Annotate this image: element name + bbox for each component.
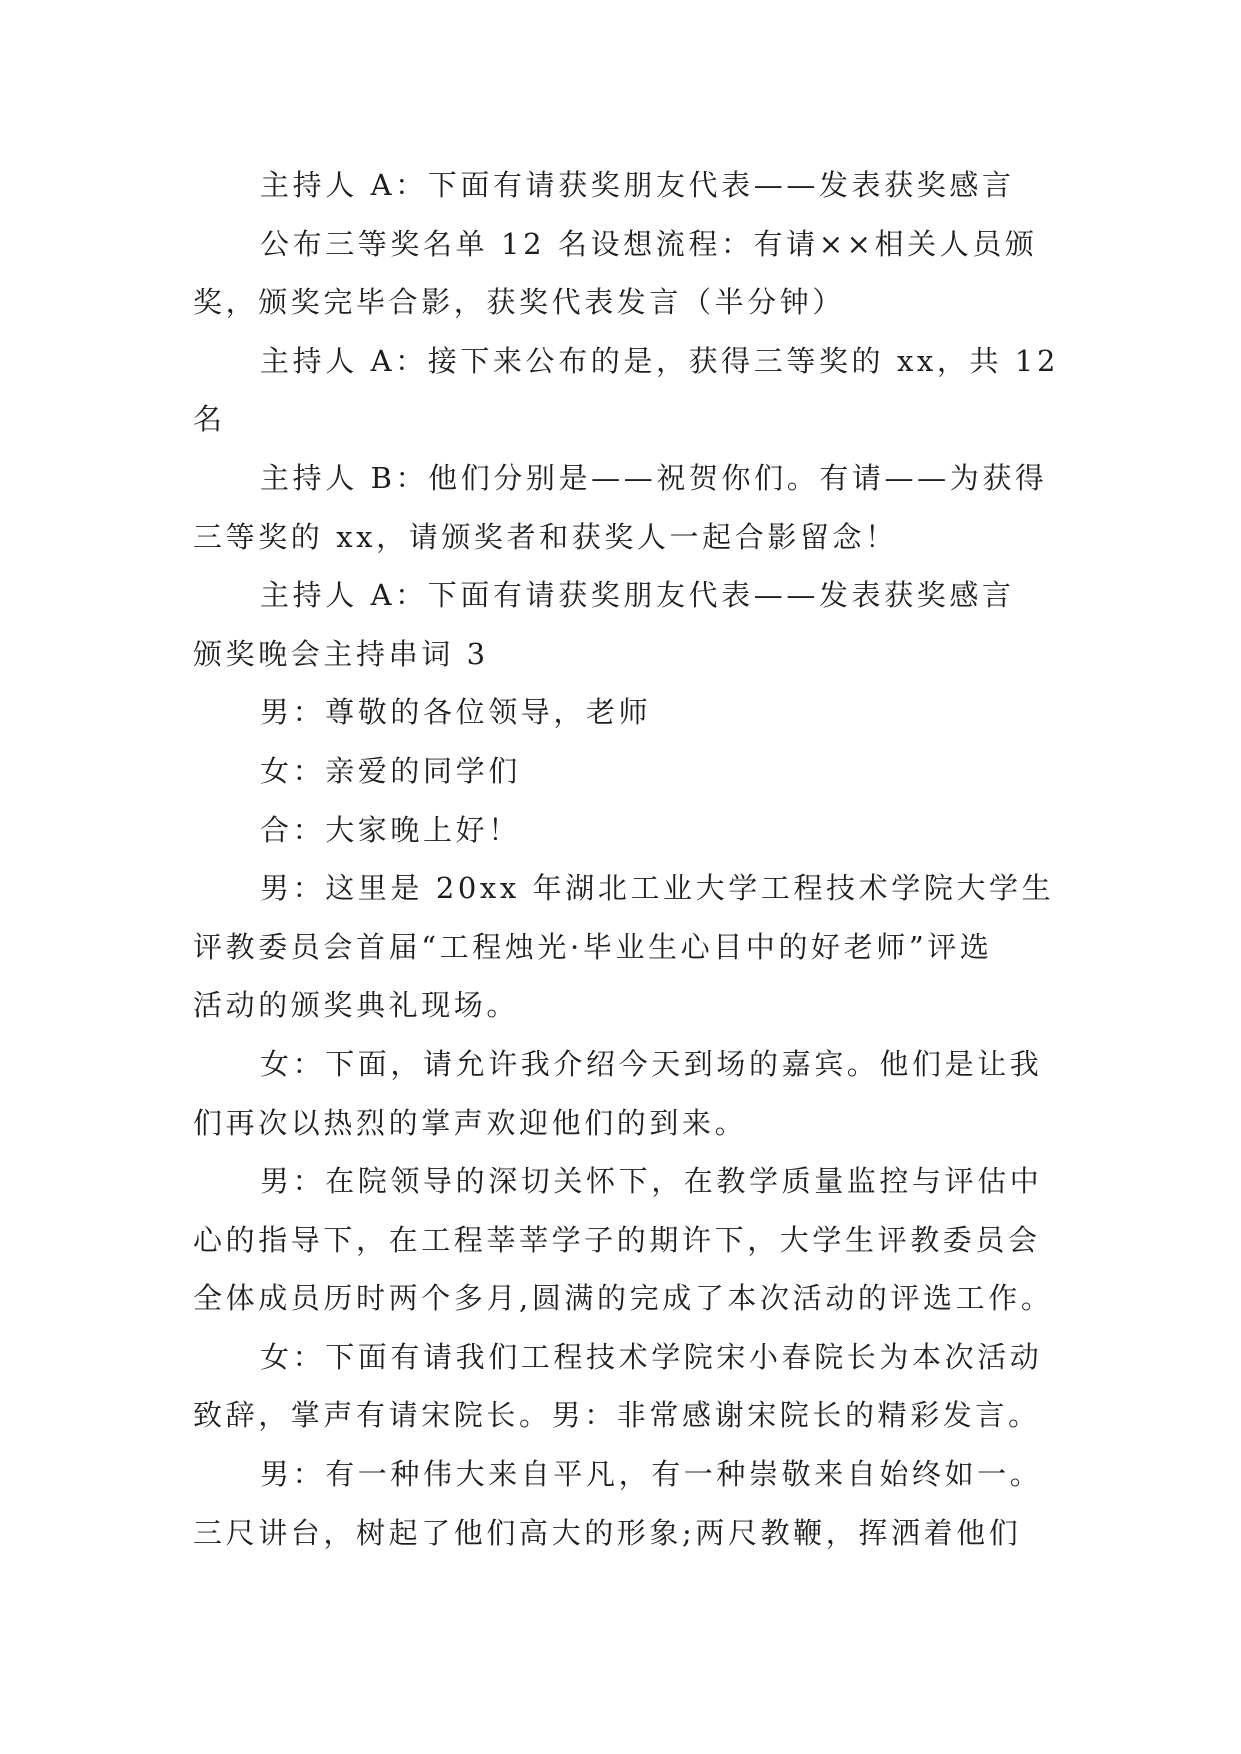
text-line: 名 (193, 402, 226, 437)
text-line: 男：这里是 20xx 年湖北工业大学工程技术学院大学生 (260, 871, 1055, 906)
text-line: 主持人 A：下面有请获奖朋友代表——发表获奖感言 (260, 168, 1015, 202)
text-line: 女：下面，请允许我介绍今天到场的嘉宾。他们是让我 (260, 1046, 1043, 1081)
text-line: 主持人 A：下面有请获奖朋友代表——发表获奖感言 (260, 578, 1015, 613)
text-line: 评教委员会首届“工程烛光·毕业生心目中的好老师”评选 (193, 929, 993, 964)
text-line: 男：有一种伟大来自平凡，有一种崇敬来自始终如一。 (260, 1457, 1043, 1492)
text-line: 心的指导下，在工程莘莘学子的期许下，大学生评教委员会 (193, 1222, 1041, 1257)
text-line: 男：在院领导的深切关怀下，在教学质量监控与评估中 (260, 1164, 1043, 1199)
text-line: 三尺讲台，树起了他们高大的形象;两尺教鞭，挥洒着他们 (193, 1515, 1022, 1550)
text-line: 女：下面有请我们工程技术学院宋小春院长为本次活动 (260, 1339, 1043, 1374)
text-line: 男：尊敬的各位领导，老师 (260, 695, 652, 730)
section-heading: 颁奖晚会主持串词 3 (193, 636, 489, 671)
text-line: 主持人 B：他们分别是——祝贺你们。有请——为获得 (260, 460, 1048, 495)
text-line: 活动的颁奖典礼现场。 (193, 988, 520, 1023)
text-line: 主持人 A：接下来公布的是，获得三等奖的 xx，共 12 (260, 343, 1060, 378)
text-line: 奖，颁奖完毕合影，获奖代表发言（半分钟） (193, 285, 846, 320)
text-line: 致辞，掌声有请宋院长。男：非常感谢宋院长的精彩发言。 (193, 1398, 1041, 1433)
text-line: 三等奖的 xx，请颁奖者和获奖人一起合影留念！ (193, 519, 898, 554)
text-line: 们再次以热烈的掌声欢迎他们的到来。 (193, 1105, 748, 1140)
text-line: 女：亲爱的同学们 (260, 753, 521, 788)
text-line: 公布三等奖名单 12 名设想流程：有请××相关人员颁 (260, 226, 1038, 261)
text-line: 合：大家晚上好！ (260, 812, 521, 847)
text-line: 全体成员历时两个多月,圆满的完成了本次活动的评选工作。 (193, 1281, 1054, 1316)
